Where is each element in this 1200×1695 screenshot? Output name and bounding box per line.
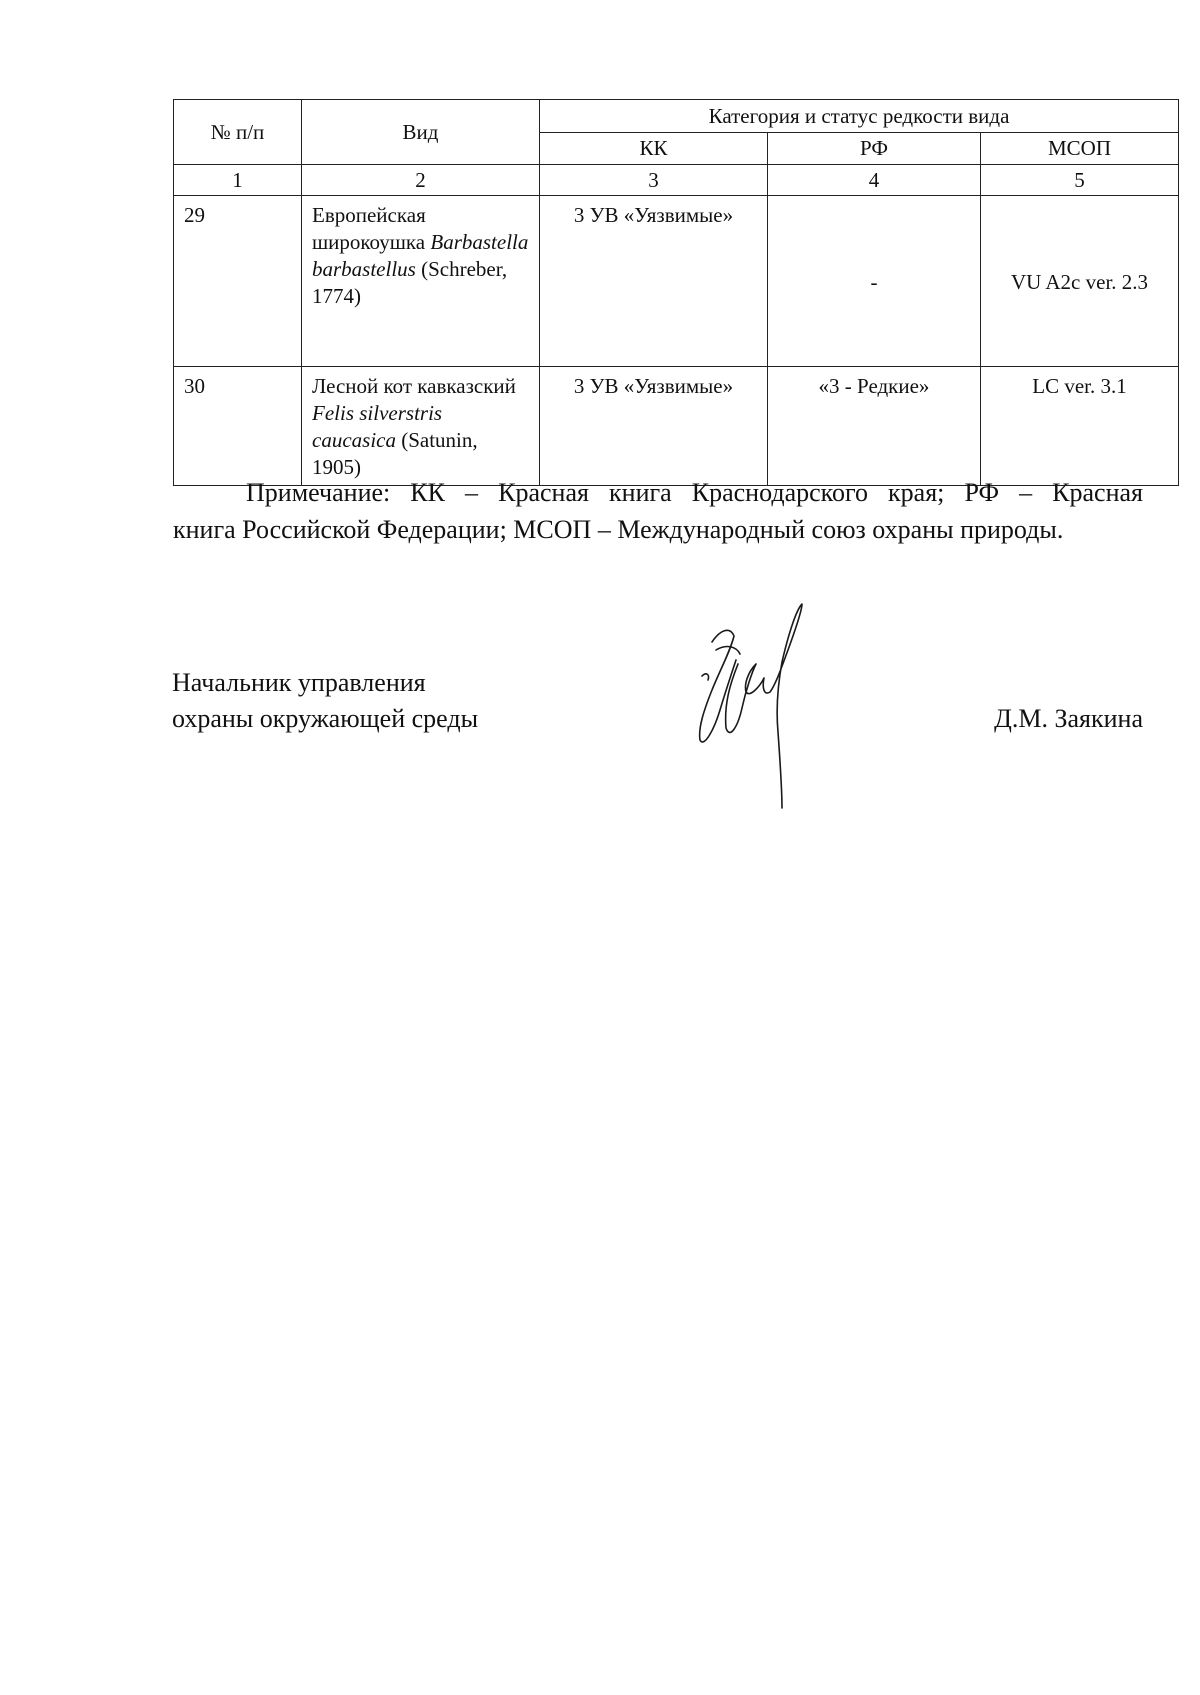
column-number: 4	[768, 165, 981, 196]
column-number-row	[174, 165, 1179, 196]
column-number: 2	[302, 165, 540, 196]
note-line-2: книга Российской Федерации; МСОП – Международный союз охраны природы.	[173, 515, 1064, 544]
signatory-position	[172, 665, 478, 737]
kk-status: 3 УВ «Уязвимые»	[540, 367, 768, 486]
rf-status: «3 - Редкие»	[768, 367, 981, 486]
note-line-1: Примечание: КК – Красная книга Краснодарского края; РФ – Красная	[246, 478, 1143, 507]
table-row	[174, 367, 1179, 486]
iucn-status: VU A2c ver. 2.3	[981, 196, 1179, 367]
species-name-latin: Barbastella barbastellus	[312, 229, 529, 281]
header-species: Вид	[302, 100, 540, 165]
row-number: 30	[174, 367, 302, 486]
header-category-group: Категория и статус редкости вида	[540, 100, 1179, 133]
column-number: 5	[981, 165, 1179, 196]
species-cell	[302, 196, 540, 367]
iucn-status: LC ver. 3.1	[981, 367, 1179, 486]
header-rf: РФ	[768, 132, 981, 165]
header-iucn: МСОП	[981, 132, 1179, 165]
species-table	[173, 99, 1179, 486]
row-number: 29	[174, 196, 302, 367]
handwritten-signature	[690, 580, 840, 810]
header-row-1	[174, 100, 1179, 133]
species-name-ru: Европейская широкоушка	[312, 203, 426, 254]
kk-status: 3 УВ «Уязвимые»	[540, 196, 768, 367]
position-line-2: охраны окружающей среды	[172, 704, 479, 733]
species-author: (Satunin, 1905)	[312, 427, 478, 479]
table-note	[173, 474, 1143, 548]
species-author: (Schreber, 1774)	[312, 256, 508, 308]
column-number: 1	[174, 165, 302, 196]
header-num: № п/п	[174, 100, 302, 165]
species-name-latin: Felis silverstris caucasica	[312, 400, 443, 452]
rf-status: -	[768, 196, 981, 367]
species-cell	[302, 367, 540, 486]
table-row	[174, 196, 1179, 367]
header-kk: КК	[540, 132, 768, 165]
signatory-name: Д.М. Заякина	[994, 704, 1143, 733]
column-number: 3	[540, 165, 768, 196]
species-name-ru: Лесной кот кавказский	[312, 374, 516, 398]
position-line-1: Начальник управления	[172, 668, 426, 697]
